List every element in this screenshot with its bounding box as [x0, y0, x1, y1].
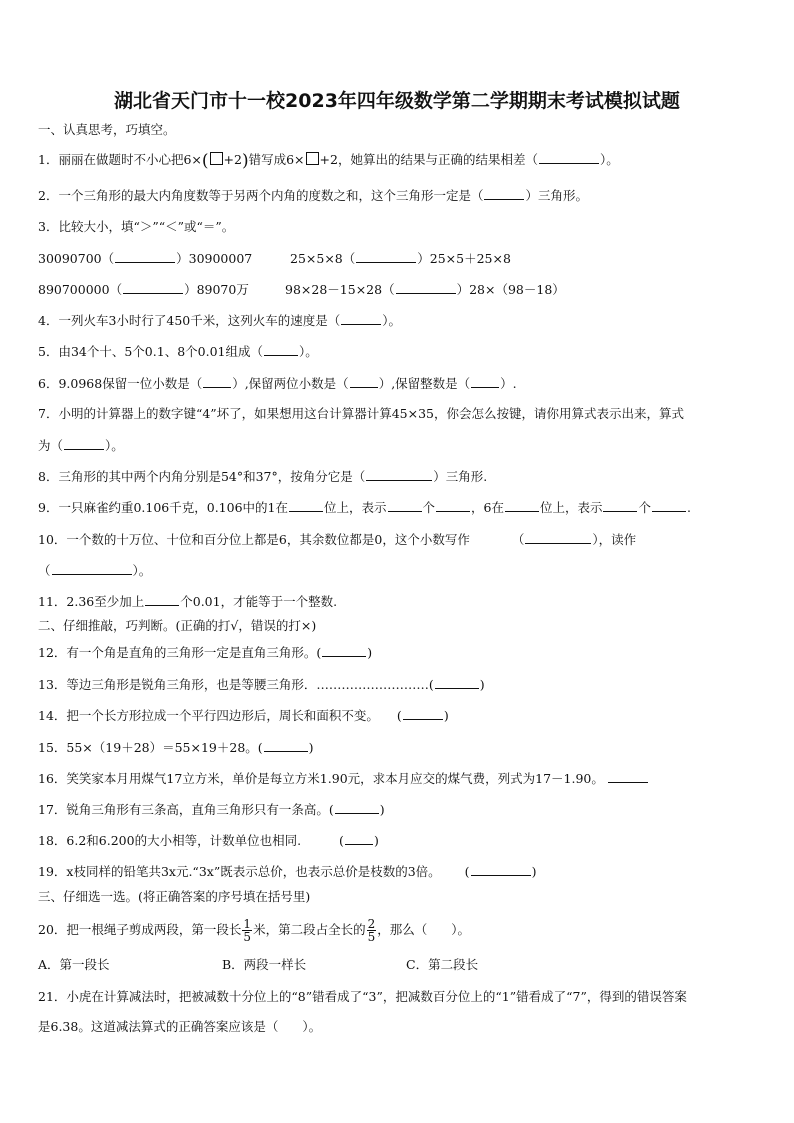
question-6: 6．9.0968保留一位小数是（ ）,保留两位小数是（ ）,保留整数是（ ）. — [38, 376, 517, 391]
answer-blank[interactable] — [64, 437, 104, 450]
answer-blank[interactable] — [203, 375, 231, 388]
answer-blank[interactable] — [123, 281, 183, 294]
question-21-cont: 是6.38。这道减法算式的正确答案应该是（ ）。 — [38, 1019, 322, 1034]
answer-blank[interactable] — [264, 343, 298, 356]
answer-blank[interactable] — [484, 187, 524, 200]
answer-blank[interactable] — [115, 250, 175, 263]
question-10: 10．一个数的十万位、十位和百分位上都是6，其余数位都是0，这个小数写作 （ ），读作 — [38, 532, 637, 547]
answer-blank[interactable] — [525, 531, 591, 544]
question-12: 12．有一个角是直角的三角形一定是直角三角形。( ) — [38, 645, 373, 660]
box-symbol — [210, 152, 223, 165]
answer-blank[interactable] — [396, 281, 456, 294]
answer-blank[interactable] — [471, 863, 531, 876]
question-21: 21．小虎在计算减法时，把被减数十分位上的“8”错看成了“3”，把减数百分位上的“1”错看成了“7”，得到的错误答案 — [38, 989, 687, 1004]
section-heading-3: 三、仔细选一选。(将正确答案的序号填在括号里) — [38, 889, 311, 904]
question-3-item-2: 25×5×8（ ）25×5＋25×8 — [290, 251, 511, 266]
answer-blank[interactable] — [388, 499, 422, 512]
fraction-two-fifths: $\frac{2}{5}$ — [367, 917, 376, 944]
answer-blank[interactable] — [652, 499, 686, 512]
answer-blank[interactable] — [145, 593, 179, 606]
answer-blank[interactable] — [350, 375, 378, 388]
question-18: 18．6.2和6.200的大小相等，计数单位也相同. ( ) — [38, 833, 379, 848]
fraction-one-fifth: $\frac{1}{5}$ — [243, 917, 252, 944]
question-3-item-3: 890700000（ ）89070万 — [38, 282, 249, 297]
option-c[interactable]: C．第二段长 — [406, 957, 479, 972]
question-11: 11．2.36至少加上 个0.01，才能等于一个整数. — [38, 594, 338, 609]
answer-blank[interactable] — [322, 644, 366, 657]
section-heading-2: 二、仔细推敲，巧判断。(正确的打√，错误的打×) — [38, 618, 317, 633]
answer-blank[interactable] — [289, 499, 323, 512]
question-4: 4．一列火车3小时行了450千米，这列火车的速度是（ ）。 — [38, 313, 402, 328]
question-13: 13．等边三角形是锐角三角形，也是等腰三角形．………………………( ) — [38, 677, 485, 692]
question-14: 14．把一个长方形拉成一个平行四边形后，周长和面积不变。 ( ) — [38, 708, 449, 723]
answer-blank[interactable] — [435, 676, 479, 689]
question-16: 16．笑笑家本月用煤气17立方米，单价是每立方米1.90元，求本月应交的煤气费，列式为17－1.90。 — [38, 770, 649, 787]
answer-blank[interactable] — [436, 499, 470, 512]
answer-blank[interactable] — [539, 151, 599, 164]
question-7-cont: 为（ ）。 — [38, 438, 124, 453]
answer-blank[interactable] — [335, 801, 379, 814]
question-10-cont: （ ）。 — [38, 563, 152, 578]
page-title: 湖北省天门市十一校2023年四年级数学第二学期期末考试模拟试题 — [114, 90, 680, 112]
answer-blank[interactable] — [505, 499, 539, 512]
question-3-item-4: 98×28－15×28（ ）28×（98－18） — [285, 282, 565, 297]
answer-blank[interactable] — [366, 468, 432, 481]
answer-blank[interactable] — [471, 375, 499, 388]
answer-blank[interactable] — [608, 770, 648, 783]
question-20: 20．把一根绳子剪成两段，第一段长 $\frac{1}{5}$ 米，第二段占全长的 $\frac{2}{5}$ ，那么（ ）。 — [38, 917, 470, 944]
option-a[interactable]: A．第一段长 — [38, 957, 110, 972]
question-17: 17．锐角三角形有三条高，直角三角形只有一条高。( ) — [38, 802, 385, 817]
answer-blank[interactable] — [603, 499, 637, 512]
question-5: 5．由34个十、5个0.1、8个0.01组成（ ）。 — [38, 344, 318, 359]
question-7: 7．小明的计算器上的数字键“4”坏了，如果想用这台计算器计算45×35，你会怎么按键，请你用算式表示出来，算式 — [38, 406, 684, 421]
question-19: 19．x枝同样的铅笔共3x元.“3x”既表示总价，也表示总价是枝数的3倍。 ( ) — [38, 864, 537, 879]
question-1: 1．丽丽在做题时不小心把6×( +2)错写成6× +2，她算出的结果与正确的结果相差（ ）。 — [38, 151, 619, 171]
question-15: 15．55×（19＋28）＝55×19＋28。( ) — [38, 740, 314, 755]
box-symbol — [306, 152, 319, 165]
question-3-item-1: 30090700（ ）30900007 — [38, 251, 253, 266]
answer-blank[interactable] — [341, 312, 381, 325]
answer-blank[interactable] — [403, 707, 443, 720]
question-8: 8．三角形的其中两个内角分别是54°和37°，按角分它是（ ）三角形. — [38, 469, 488, 484]
answer-blank[interactable] — [52, 562, 132, 575]
option-b[interactable]: B．两段一样长 — [222, 957, 307, 972]
question-2: 2．一个三角形的最大内角度数等于另两个内角的度数之和，这个三角形一定是（ ）三角形。 — [38, 188, 588, 203]
section-heading-1: 一、认真思考，巧填空。 — [38, 122, 176, 137]
answer-blank[interactable] — [345, 832, 373, 845]
answer-blank[interactable] — [264, 739, 308, 752]
question-3-stem: 3．比较大小，填“＞”“＜”或“＝”。 — [38, 219, 235, 234]
question-9: 9．一只麻雀约重0.106千克，0.106中的1在 位上，表示 个 ，6在 位上，表示 个 . — [38, 500, 691, 515]
answer-blank[interactable] — [356, 250, 416, 263]
